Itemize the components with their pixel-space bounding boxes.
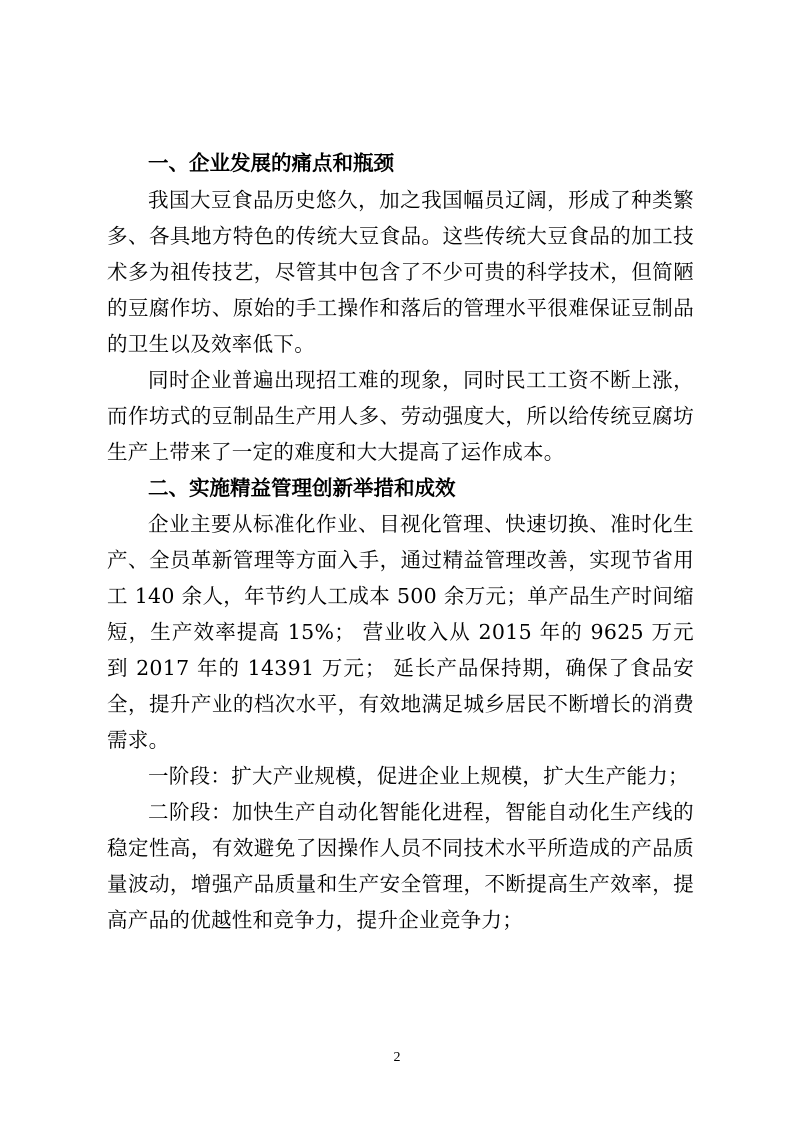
paragraph-5: 二阶段：加快生产自动化智能化进程，智能自动化生产线的稳定性高，有效避免了因操作人员不同技术水平所造成的产品质量波动，增强产品质量和生产安全管理，不断提高生产效率，提高产品的优越性和竞争力，提升企业竞争力； <box>107 800 694 932</box>
section-heading-2: 二、实施精益管理创新举措和成效 <box>148 476 456 500</box>
paragraph-1: 我国大豆食品历史悠久，加之我国幅员辽阔，形成了种类繁多、各具地方特色的传统大豆食品。这些传统大豆食品的加工技术多为祖传技艺，尽管其中包含了不少可贵的科学技术，但简陋的豆腐作坊、原始的手工操作和落后的管理水平很难保证豆制品的卫生以及效率低下。 <box>107 188 694 356</box>
page-number: 2 <box>393 1050 401 1065</box>
paragraph-4: 一阶段：扩大产业规模，促进企业上规模，扩大生产能力； <box>148 764 689 788</box>
page-content <box>107 145 694 938</box>
paragraph-3: 企业主要从标准化作业、目视化管理、快速切换、准时化生产、全员革新管理等方面入手，通过精益管理改善，实现节省用工 140 余人，年节约人工成本 500 余万元；单产品生产时间缩短，生产效率提高 15%； 营业收入从 2015 年的 9625 万元到 2017 年的 14391 万元； 延长产品保持期，确保了食品安全，提升产业的档次水平，有效地满足城乡居民不断增长的消费需求。 <box>107 512 694 752</box>
section-heading-1: 一、企业发展的痛点和瓶颈 <box>148 151 394 175</box>
paragraph-2: 同时企业普遍出现招工难的现象，同时民工工资不断上涨，而作坊式的豆制品生产用人多、劳动强度大，所以给传统豆腐坊生产上带来了一定的难度和大大提高了运作成本。 <box>107 368 694 464</box>
